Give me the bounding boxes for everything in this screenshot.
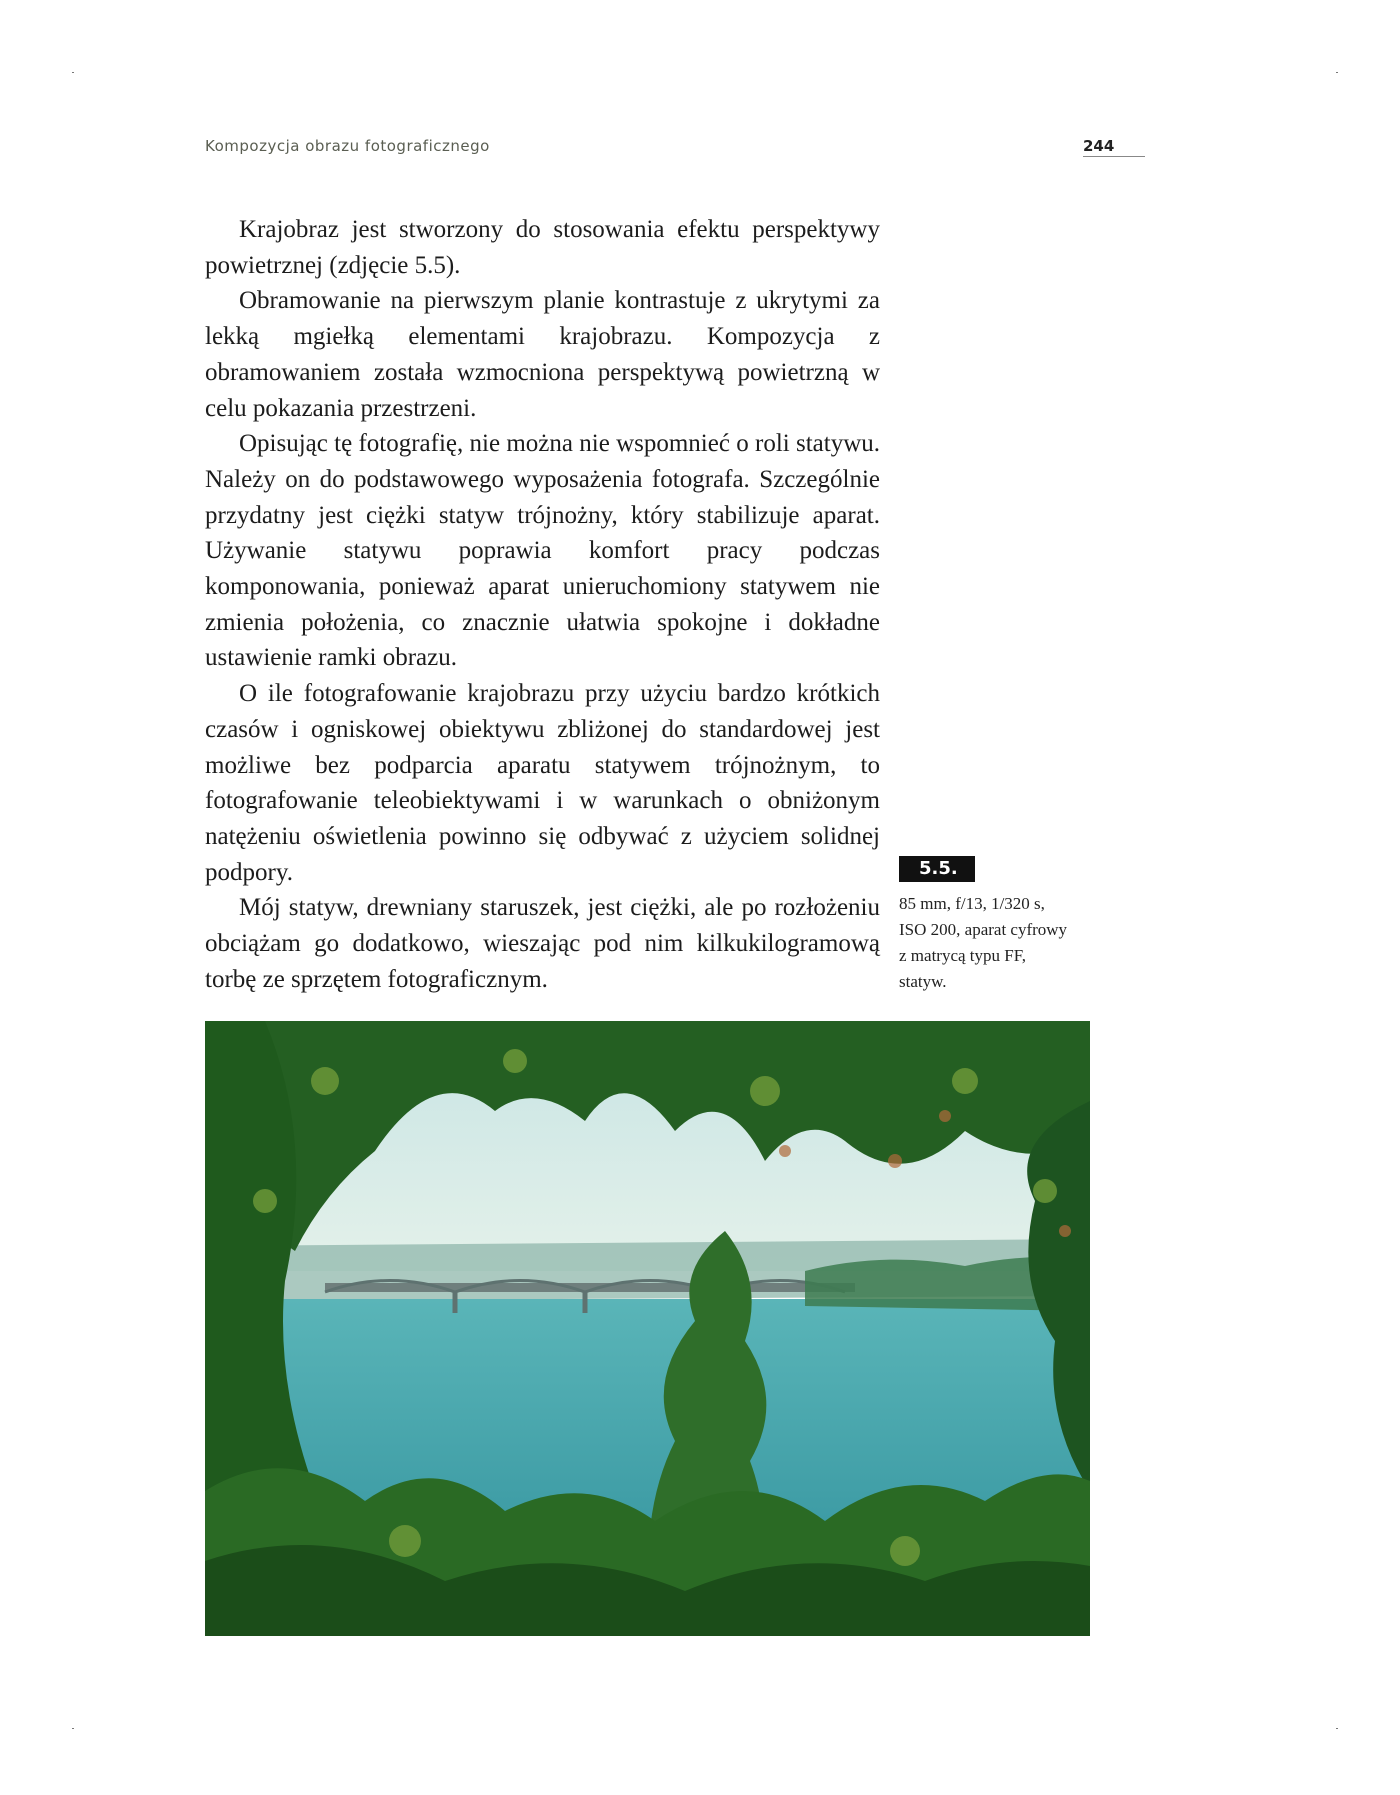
paragraph: Obramowanie na pierwszym planie kontrastuje z ukrytymi za lekką mgiełką elementami krajobrazu. Kompozycja z obramowaniem została wzmocniona perspektywą powietrzną w celu pokazania przestrzeni. [205,287,880,422]
body-text [205,212,880,997]
running-title: Kompozycja obrazu fotograficznego [205,137,490,155]
crop-mark [1336,72,1338,73]
figure-caption [899,891,1099,995]
caption-line: statyw. [899,972,947,991]
paragraph: Mój statyw, drewniany staruszek, jest ciężki, ale po rozłożeniu obciążam go dodatkowo, wieszając pod nim kilkukilogramową torbę ze sprzętem fotograficznym. [205,894,880,993]
crop-mark [72,1728,74,1729]
paragraph: Krajobraz jest stworzony do stosowania efektu perspektywy powietrznej (zdjęcie 5.5). [205,216,880,279]
figure-number-badge: 5.5. [899,856,975,882]
crop-mark [1336,1728,1338,1729]
page-number: 244 [1083,137,1145,157]
caption-line: z matrycą typu FF, [899,946,1027,965]
paragraph: Opisując tę fotografię, nie można nie wspomnieć o roli statywu. Należy on do podstawowego wyposażenia fotografa. Szczególnie przydatny jest ciężki statyw trójnożny, który stabilizuje aparat. Używanie statywu poprawia komfort pracy podczas komponowania, ponieważ aparat unieruchomiony statywem nie zmienia położenia, co znacznie ułatwia spokojne i dokładne ustawienie ramki obrazu. [205,430,880,672]
crop-mark [72,72,74,73]
caption-line: ISO 200, aparat cyfrowy [899,920,1068,939]
landscape-photo-illustration [205,1021,1090,1636]
landscape-photo [205,1021,1090,1636]
caption-line: 85 mm, f/13, 1/320 s, [899,894,1045,913]
paragraph: O ile fotografowanie krajobrazu przy użyciu bardzo krótkich czasów i ogniskowej obiektywu zbliżonej do standardowej jest możliwe bez podparcia aparatu statywem trójnożnym, to fotografowanie teleobiektywami i w warunkach o obniżonym natężeniu oświetlenia powinno się odbywać z użyciem solidnej podpory. [205,680,880,886]
